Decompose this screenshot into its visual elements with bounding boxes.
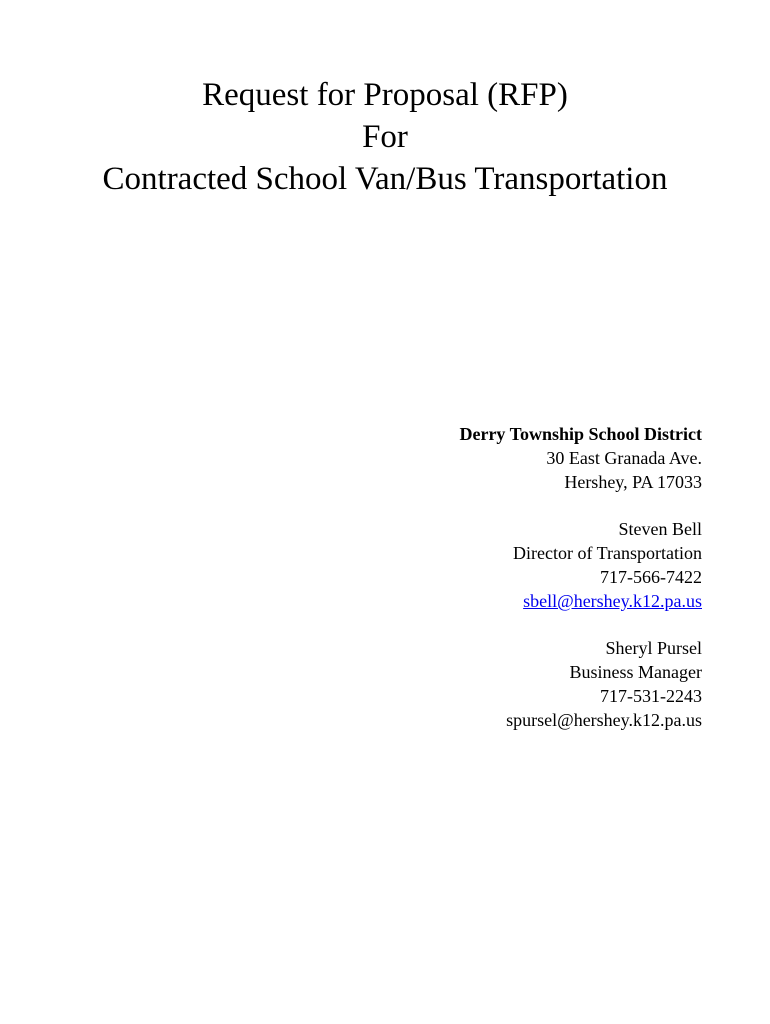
contact-email-link-bell[interactable]: sbell@hershey.k12.pa.us — [523, 591, 702, 611]
contact-name-pursel: Sheryl Pursel — [605, 638, 702, 658]
spacer — [459, 613, 702, 636]
contact-name-bell: Steven Bell — [618, 519, 702, 539]
contact-email-pursel: spursel@hershey.k12.pa.us — [506, 710, 702, 730]
title-line-for: For — [362, 119, 408, 155]
contact-block — [459, 422, 702, 732]
contact-phone-bell: 717-566-7422 — [600, 567, 702, 587]
contact-role-bell: Director of Transportation — [513, 543, 702, 563]
contact-phone-pursel: 717-531-2243 — [600, 686, 702, 706]
spacer — [459, 494, 702, 517]
contact-role-pursel: Business Manager — [569, 662, 702, 682]
district-address-street: 30 East Granada Ave. — [546, 448, 702, 468]
title-line-rfp: Request for Proposal (RFP) — [202, 77, 568, 113]
district-address-city: Hershey, PA 17033 — [564, 472, 702, 492]
title-line-subject: Contracted School Van/Bus Transportation — [102, 161, 668, 197]
document-title — [0, 74, 770, 200]
district-name: Derry Township School District — [459, 424, 702, 444]
